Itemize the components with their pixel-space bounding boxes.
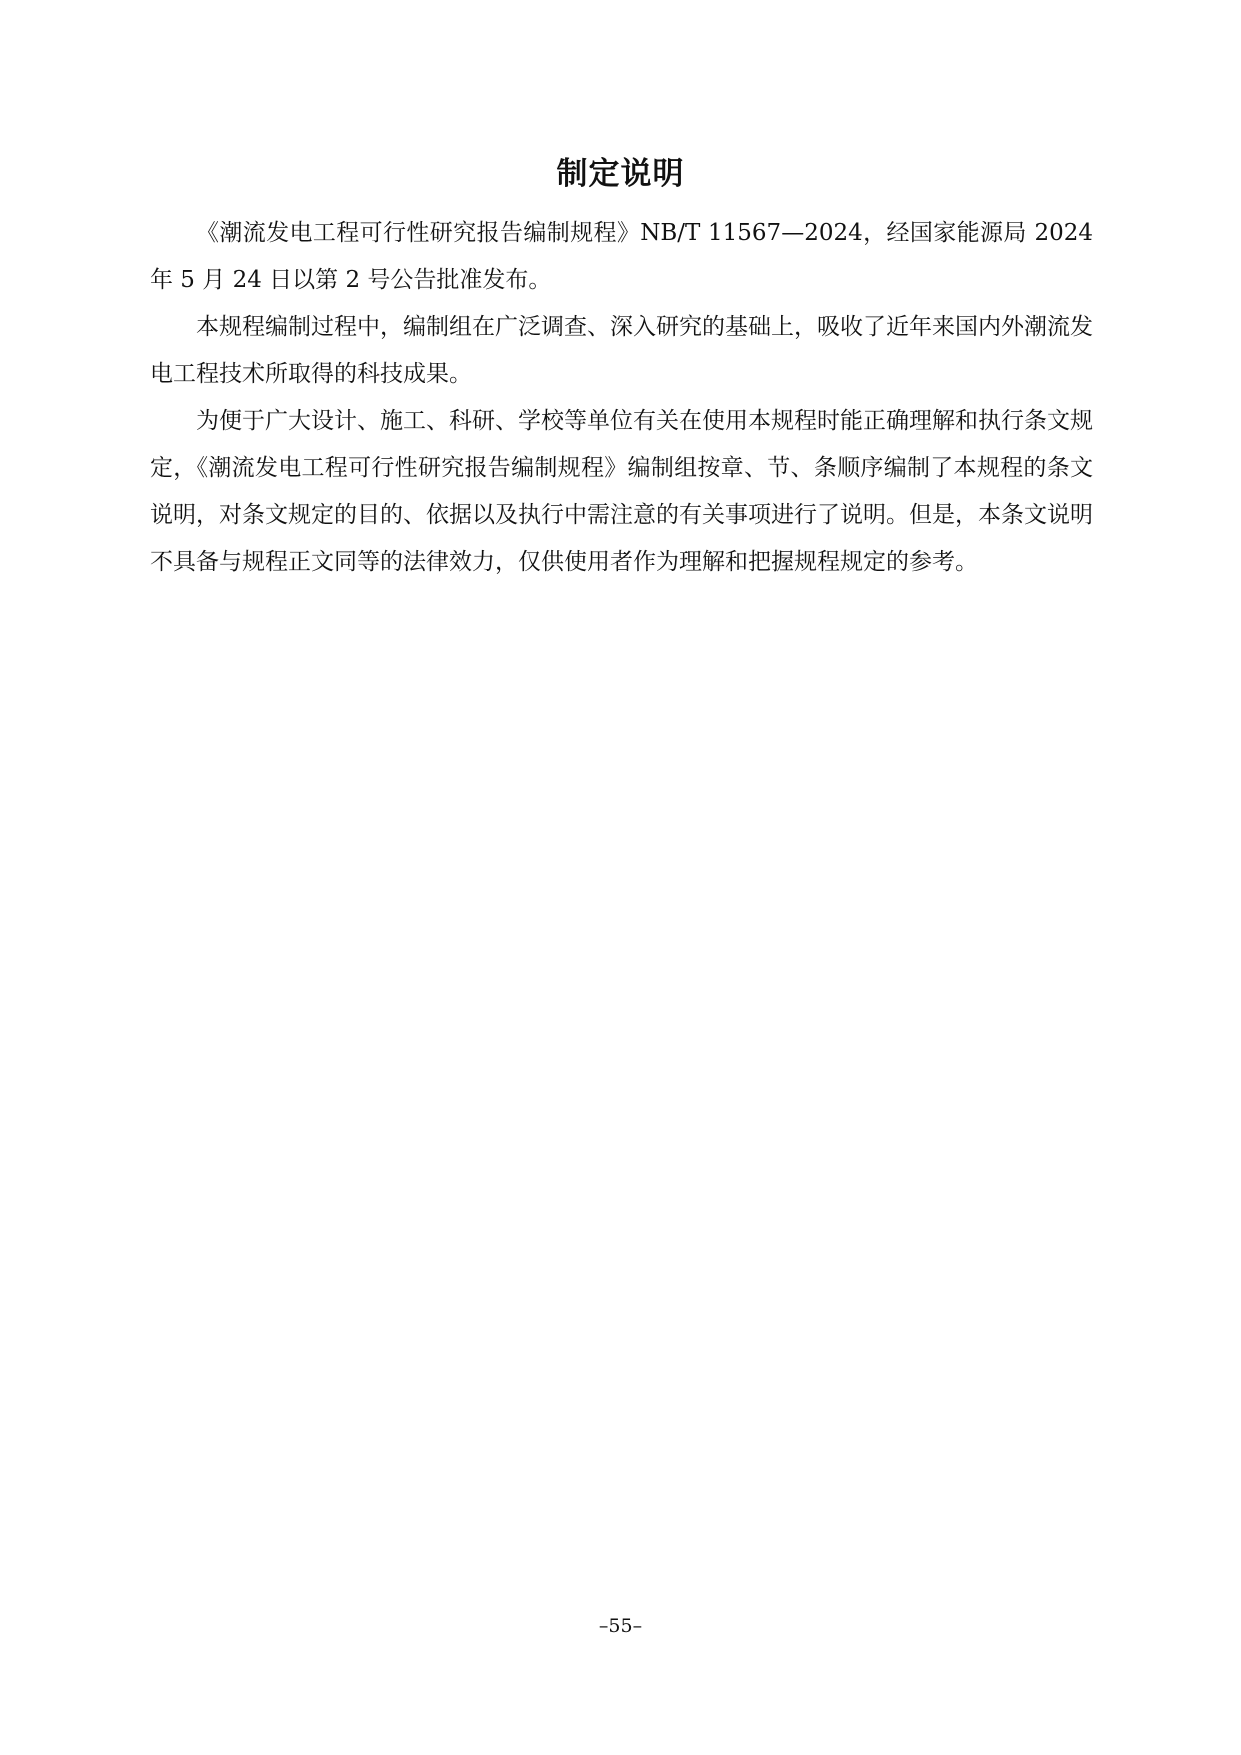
body-text (150, 210, 1093, 586)
paragraph-process: 本规程编制过程中，编制组在广泛调查、深入研究的基础上，吸收了近年来国内外潮流发电工程技术所取得的科技成果。 (150, 314, 1093, 387)
paragraph-approval: 《潮流发电工程可行性研究报告编制规程》NB/T 11567—2024，经国家能源局 2024 年 5 月 24 日以第 2 号公告批准发布。 (150, 220, 1093, 293)
paragraph-purpose: 为便于广大设计、施工、科研、学校等单位有关在使用本规程时能正确理解和执行条文规定，《潮流发电工程可行性研究报告编制规程》编制组按章、节、条顺序编制了本规程的条文说明，对条文规定的目的、依据以及执行中需注意的有关事项进行了说明。但是，本条文说明不具备与规程正文同等的法律效力，仅供使用者作为理解和把握规程规定的参考。 (150, 408, 1093, 575)
page-number: –55– (598, 1615, 643, 1637)
page-title: 制定说明 (556, 156, 685, 192)
